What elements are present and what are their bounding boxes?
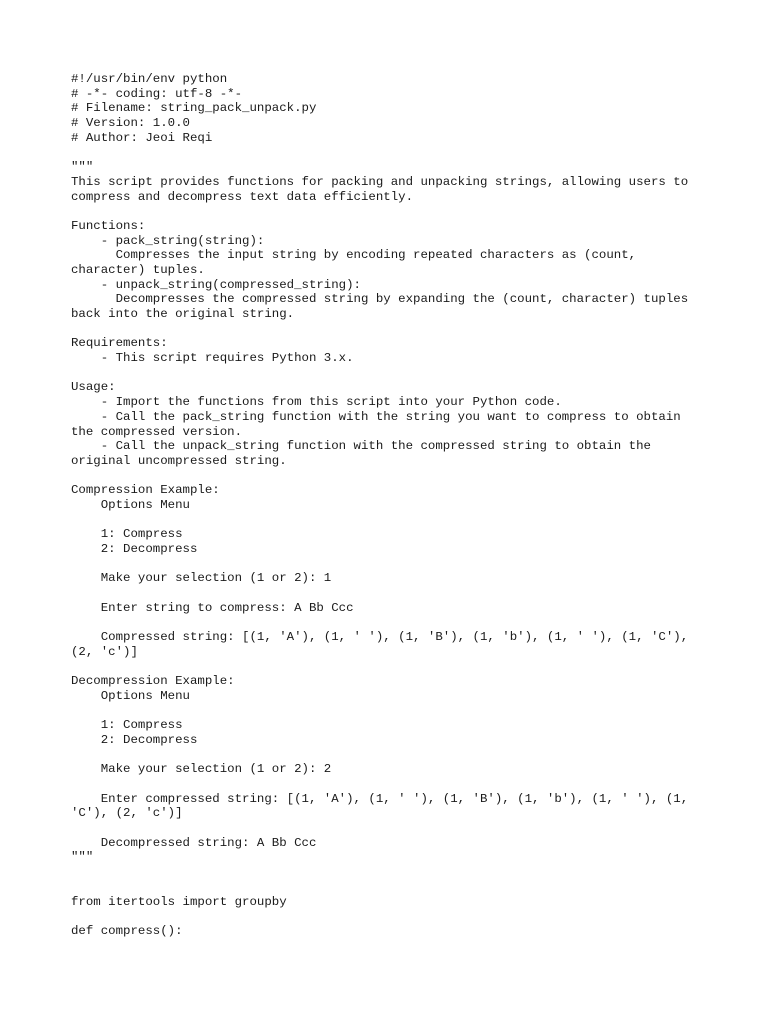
code-line xyxy=(71,322,711,337)
code-line: Compresses the input string by encoding repeated characters as (count, xyxy=(71,248,637,263)
code-line: from itertools import groupby xyxy=(71,894,287,909)
code-line xyxy=(71,909,711,924)
code-line: 'C'), (2, 'c')] xyxy=(71,806,183,821)
code-line: Decompression Example: xyxy=(71,674,235,689)
code-line xyxy=(71,469,711,484)
code-line: 1: Compress xyxy=(71,718,183,733)
code-line: # Author: Jeoi Reqi xyxy=(71,130,213,145)
document-page xyxy=(71,72,711,939)
code-line: Compression Example: xyxy=(71,483,220,498)
code-line: # Version: 1.0.0 xyxy=(71,116,190,131)
code-line: character) tuples. xyxy=(71,262,205,277)
code-line xyxy=(71,777,711,792)
code-line: 1: Compress xyxy=(71,527,183,542)
code-line: Enter compressed string: [(1, 'A'), (1, ' '), (1, 'B'), (1, 'b'), (1, ' '), (1, xyxy=(71,791,689,806)
code-line xyxy=(71,660,711,675)
code-line: Make your selection (1 or 2): 2 xyxy=(71,762,332,777)
code-line: # -*- coding: utf-8 -*- xyxy=(71,86,243,101)
code-line xyxy=(71,204,711,219)
code-line xyxy=(71,615,711,630)
code-line: Functions: xyxy=(71,218,146,233)
code-line: def compress(): xyxy=(71,923,183,938)
code-line xyxy=(71,586,711,601)
code-line: This script provides functions for packing and unpacking strings, allowing users to xyxy=(71,174,689,189)
code-line xyxy=(71,366,711,381)
code-line: """ xyxy=(71,160,94,175)
code-line: Requirements: xyxy=(71,336,168,351)
code-line xyxy=(71,145,711,160)
code-line: back into the original string. xyxy=(71,307,295,321)
code-line: - Call the unpack_string function with the compressed string to obtain the xyxy=(71,439,651,454)
code-line xyxy=(71,865,711,880)
code-line: 2: Decompress xyxy=(71,542,198,556)
code-line: """ xyxy=(71,850,94,865)
code-line: - unpack_string(compressed_string): xyxy=(71,277,361,292)
code-line: Make your selection (1 or 2): 1 xyxy=(71,571,332,586)
code-line xyxy=(71,513,711,528)
code-line: 2: Decompress xyxy=(71,732,198,747)
code-line: Compressed string: [(1, 'A'), (1, ' '), (1, 'B'), (1, 'b'), (1, ' '), (1, 'C'), xyxy=(71,630,689,645)
code-line: Options Menu xyxy=(71,497,190,512)
code-line: - Import the functions from this script into your Python code. xyxy=(71,395,562,410)
code-line: Decompressed string: A Bb Ccc xyxy=(71,835,317,850)
code-line: - This script requires Python 3.x. xyxy=(71,351,354,366)
code-line xyxy=(71,821,711,836)
code-line: (2, 'c')] xyxy=(71,644,138,659)
code-line: # Filename: string_pack_unpack.py xyxy=(71,101,317,116)
code-line: - pack_string(string): xyxy=(71,233,265,248)
code-line xyxy=(71,704,711,719)
code-line xyxy=(71,748,711,763)
code-line xyxy=(71,880,711,895)
code-line: Decompresses the compressed string by expanding the (count, character) tuples xyxy=(71,292,689,307)
code-line: original uncompressed string. xyxy=(71,453,287,468)
code-line: Options Menu xyxy=(71,688,190,703)
code-line: - Call the pack_string function with the string you want to compress to obtain xyxy=(71,409,681,424)
code-line xyxy=(71,557,711,572)
code-line: #!/usr/bin/env python xyxy=(71,72,228,86)
code-line: Enter string to compress: A Bb Ccc xyxy=(71,600,354,615)
code-line: Usage: xyxy=(71,380,116,395)
code-line: compress and decompress text data efficiently. xyxy=(71,189,414,204)
code-line: the compressed version. xyxy=(71,424,243,439)
